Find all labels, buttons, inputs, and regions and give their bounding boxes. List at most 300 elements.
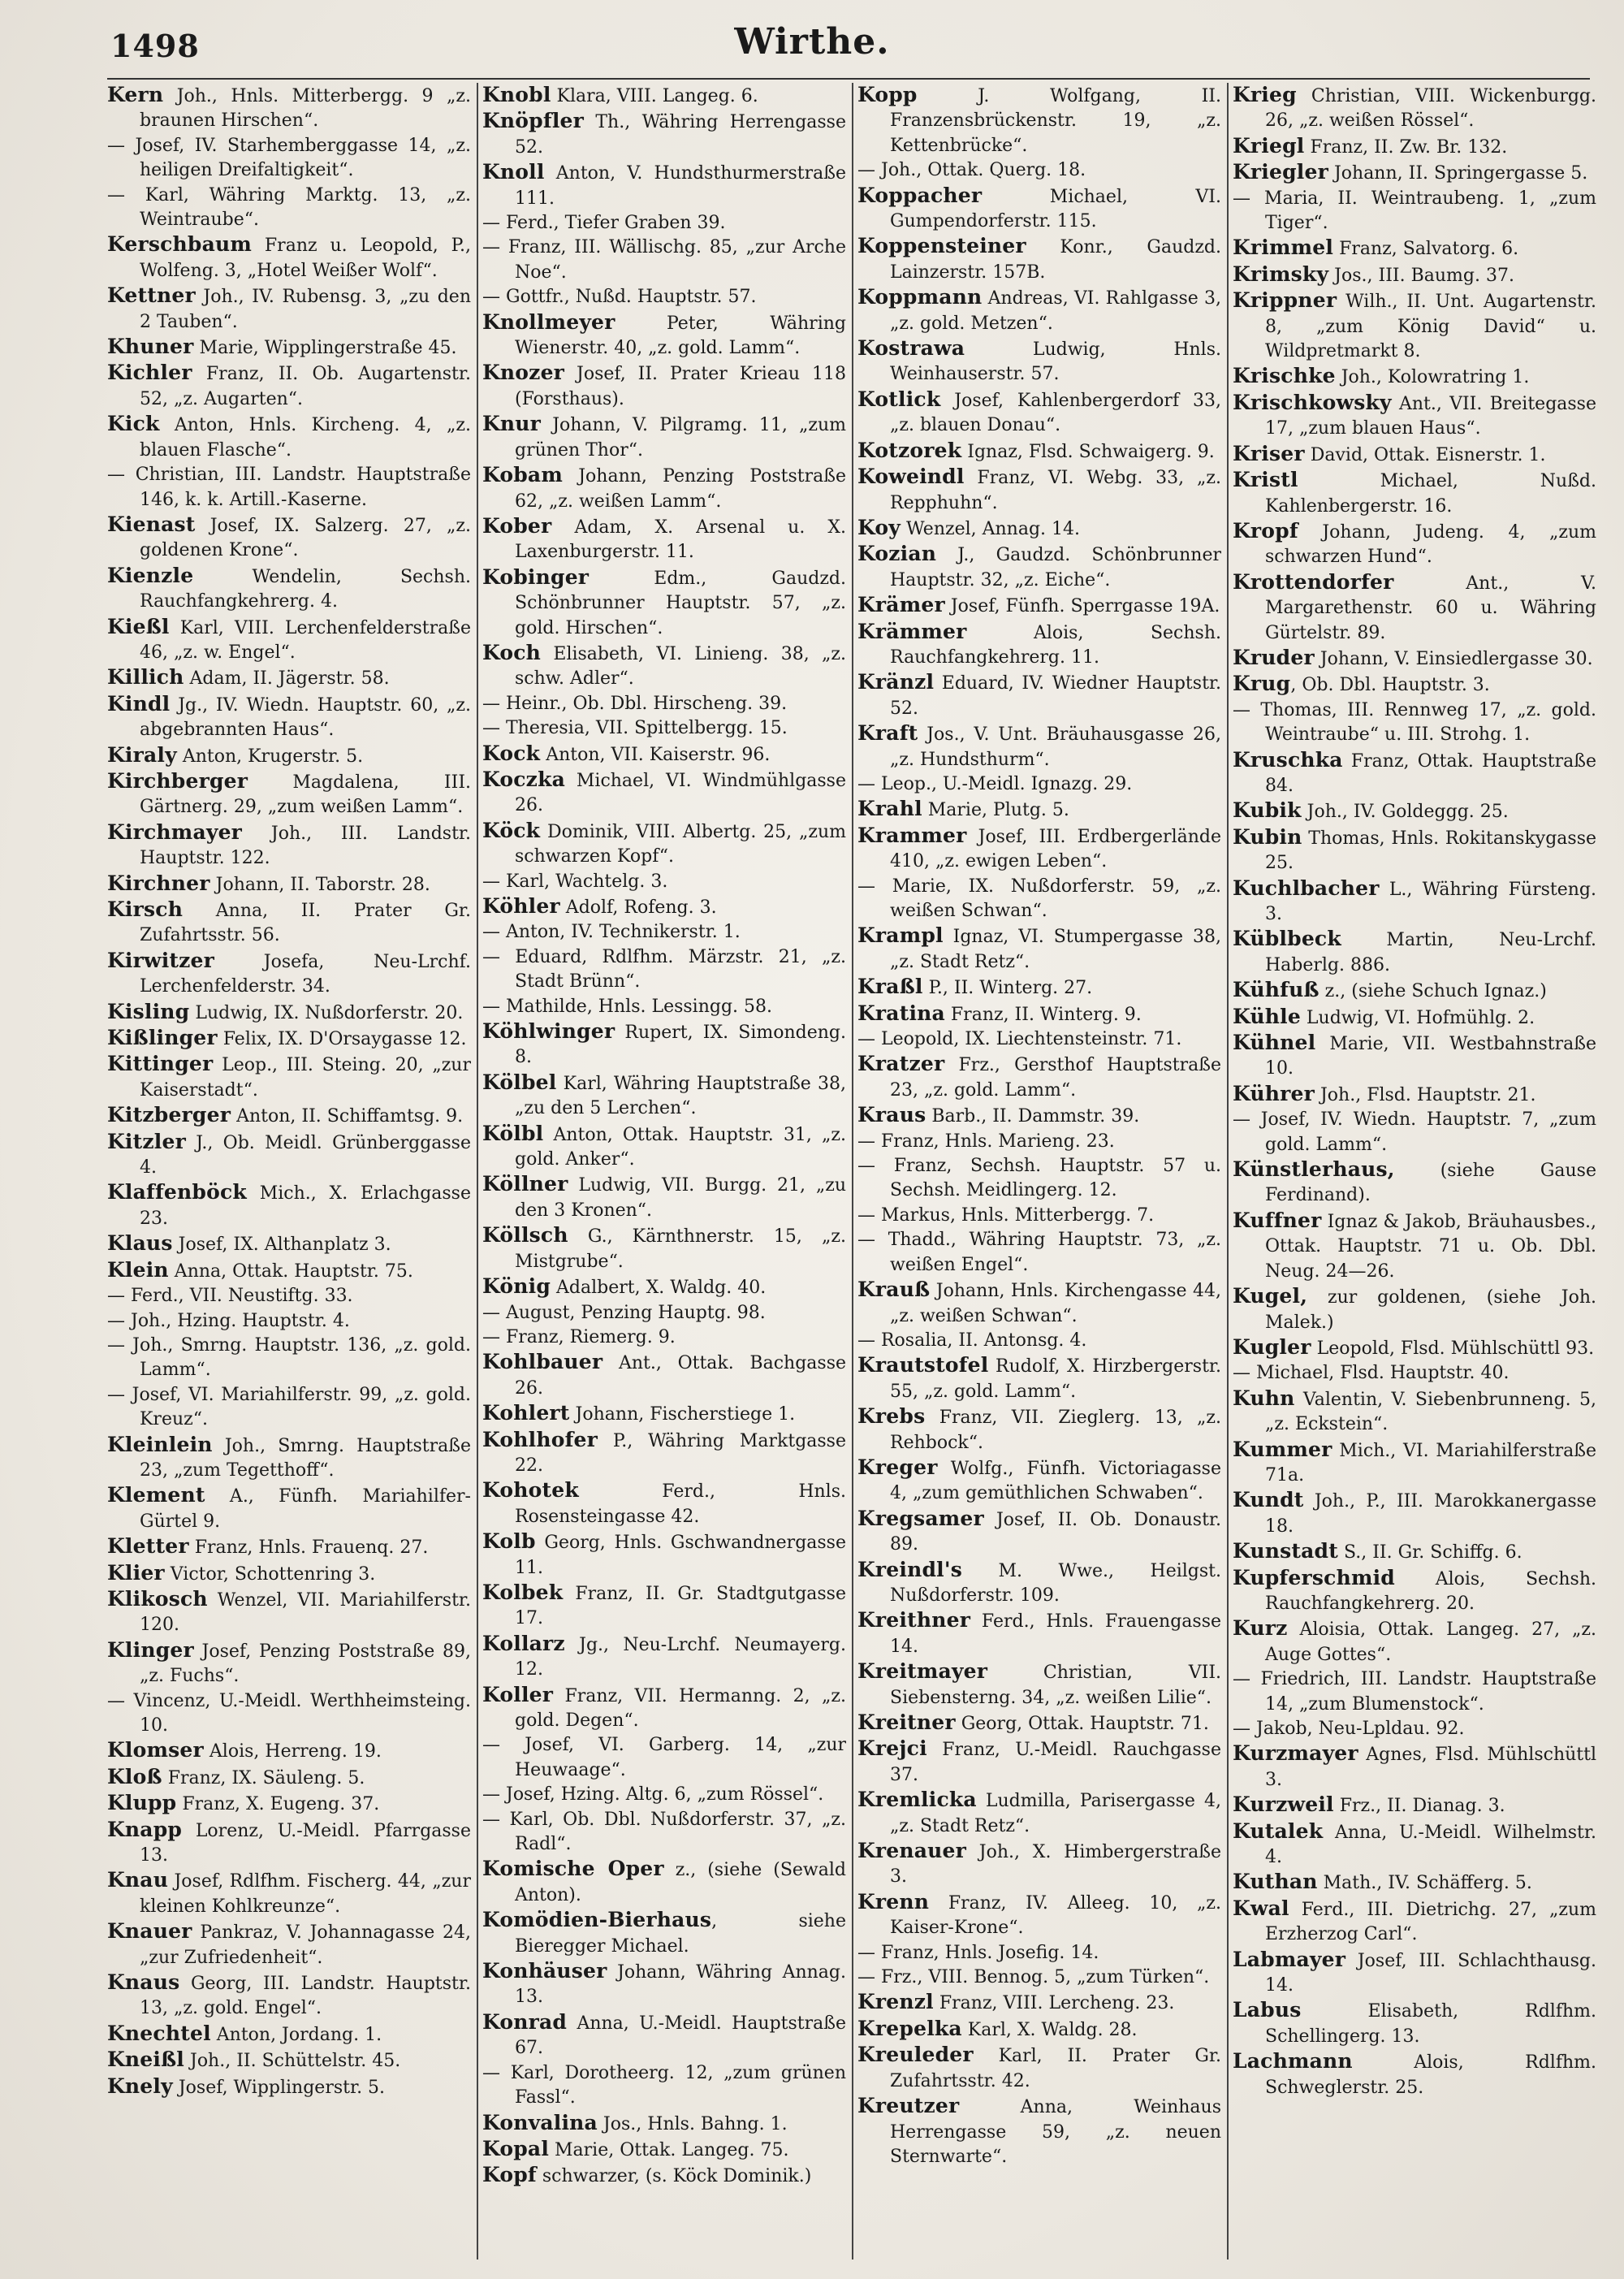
entry-details: zur goldenen, (siehe Joh. Malek.)	[1265, 1287, 1596, 1333]
entry-surname: Kitzberger	[107, 1103, 231, 1127]
entry-details: Franz, VII. Zieglerg. 13, „z. Rehbock“.	[890, 1408, 1221, 1453]
entry-surname: Kugler	[1233, 1334, 1311, 1359]
directory-entry	[1233, 1386, 1596, 1438]
entry-details: Barb., II. Dammstr. 39.	[926, 1106, 1140, 1127]
entry-details: — Thomas, III. Rennweg 17, „z. gold. Weintraube“ u. III. Strohg. 1.	[1233, 699, 1596, 746]
entry-surname: Krämmer	[857, 619, 967, 643]
entry-surname: Kern	[107, 83, 164, 106]
entry-details: Franz u. Leopold, P., Wolfeng. 3, „Hotel Weißer Wolf“.	[140, 236, 471, 281]
directory-entry	[1233, 1488, 1596, 1539]
entry-surname: Konhäuser	[482, 1959, 607, 1983]
entry-details: Karl, II. Prater Gr. Zufahrtsstr. 42.	[890, 2046, 1221, 2091]
entry-details: Ludmilla, Parisergasse 4, „z. Stadt Retz“.	[890, 1791, 1221, 1836]
entry-details: Edm., Gaudzd. Schönbrunner Hauptstr. 57, „z. gold. Hirschen“.	[515, 568, 846, 638]
directory-entry	[1233, 519, 1596, 570]
entry-details: — Franz, Sechsh. Hauptstr. 57 u. Sechsh. Meidlingerg. 12.	[857, 1156, 1221, 1201]
directory-entry	[1233, 876, 1596, 928]
entry-details: Ant., V. Margarethenstr. 60 u. Währing Gürtelstr. 89.	[1265, 573, 1596, 643]
entry-surname: Kuthan	[1233, 1870, 1318, 1894]
entry-details: G., Kärnthnerstr. 15, „z. Mistgrube“.	[515, 1226, 846, 1272]
directory-entry	[1233, 1998, 1596, 2049]
entry-surname: Koch	[482, 640, 542, 664]
directory-entry	[107, 1483, 471, 1534]
entry-surname: Koppmann	[857, 285, 983, 309]
entry-surname: Klement	[107, 1483, 205, 1507]
entry-surname: Kreger	[857, 1455, 938, 1479]
entry-details: — August, Penzing Hauptg. 98.	[482, 1302, 766, 1323]
directory-entry	[482, 1325, 846, 1350]
entry-surname: Konvalina	[482, 2110, 598, 2134]
directory-entry	[857, 465, 1221, 516]
entry-surname: Krauß	[857, 1278, 931, 1302]
entry-details: — Heinr., Ob. Dbl. Hirscheng. 39.	[482, 693, 788, 714]
entry-details: Klara, VIII. Langeg. 6.	[551, 86, 758, 106]
directory-entry	[107, 949, 471, 1000]
directory-columns	[107, 83, 1596, 2268]
entry-surname: Kozian	[857, 542, 937, 566]
directory-entry	[107, 2074, 471, 2100]
entry-details: Lorenz, U.-Meidl. Pfarrgasse 13.	[140, 1820, 471, 1866]
directory-entry	[1233, 978, 1596, 1004]
entry-details: Ludwig, VI. Hofmühlg. 2.	[1300, 1007, 1535, 1028]
entry-details: — Franz, Hnls. Josefig. 14.	[857, 1942, 1099, 1963]
directory-entry	[107, 1052, 471, 1103]
directory-entry	[1233, 927, 1596, 978]
directory-entry	[107, 1433, 471, 1484]
entry-details: — Marie, IX. Nußdorferstr. 59, „z. weißen Schwan“.	[857, 876, 1221, 921]
entry-details: — Rosalia, II. Antonsg. 4.	[857, 1330, 1087, 1351]
column-divider	[852, 83, 853, 2260]
entry-surname: Kirchmayer	[107, 819, 243, 844]
directory-entry	[107, 1026, 471, 1052]
entry-details: Marie, VII. Westbahnstraße 10.	[1265, 1034, 1596, 1079]
directory-entry	[857, 158, 1221, 183]
directory-entry	[857, 1204, 1221, 1228]
entry-details: Christian, VIII. Wickenburgg. 26, „z. weißen Rössel“.	[1265, 86, 1596, 132]
entry-details: Joh., Flsd. Hauptstr. 21.	[1314, 1084, 1536, 1105]
entry-surname: Kobinger	[482, 564, 590, 589]
directory-entry	[482, 2010, 846, 2061]
entry-details: — Karl, Währing Marktg. 13, „z. Weintraube“.	[107, 184, 471, 231]
entry-surname: Kriegler	[1233, 160, 1328, 184]
entry-surname: Kubin	[1233, 824, 1302, 849]
directory-entry	[1233, 1667, 1596, 1717]
entry-details: Andreas, VI. Rahlgasse 3, „z. gold. Metzen“.	[890, 288, 1221, 334]
entry-details: — Ferd., VII. Neustiftg. 33.	[107, 1286, 353, 1307]
entry-surname: Kitzler	[107, 1129, 186, 1153]
entry-details: — Jakob, Neu-Lpldau. 92.	[1233, 1719, 1465, 1739]
directory-entry	[107, 463, 471, 512]
entry-details: Jos., III. Baumg. 37.	[1328, 265, 1514, 286]
entry-details: Anton, II. Schiffamtsg. 9.	[231, 1106, 464, 1127]
entry-details: — Christian, III. Landstr. Hauptstraße 146, k. k. Artill.-Kaserne.	[107, 465, 471, 510]
entry-details: Johann, V. Einsiedlergasse 30.	[1314, 648, 1593, 669]
entry-details: Johann, Penzing Poststraße 62, „z. weißen Lamm“.	[515, 466, 846, 512]
entry-details: — Josef, IV. Starhemberggasse 14, „z. heiligen Dreifaltigkeit“.	[107, 135, 471, 181]
directory-entry	[857, 1130, 1221, 1154]
directory-entry	[857, 1052, 1221, 1103]
directory-entry	[857, 184, 1221, 235]
entry-surname: Klaus	[107, 1231, 173, 1256]
entry-details: Georg, Hnls. Gschwandnergasse 11.	[515, 1533, 846, 1578]
entry-details: M. Wwe., Heilgst. Nußdorferstr. 109.	[890, 1560, 1221, 1606]
entry-details: P., II. Winterg. 27.	[922, 978, 1093, 999]
entry-surname: Knau	[107, 1868, 169, 1892]
entry-surname: Kohlhofer	[482, 1427, 598, 1451]
entry-details: Joh., Kolowratring 1.	[1335, 367, 1530, 388]
entry-surname: Kupferschmid	[1233, 1565, 1395, 1589]
entry-details: — Karl, Wachtelg. 3.	[482, 871, 668, 892]
directory-entry	[857, 1788, 1221, 1839]
entry-surname: Knöpfler	[482, 109, 584, 133]
directory-entry	[857, 516, 1221, 542]
entry-details: Thomas, Hnls. Rokitanskygasse 25.	[1265, 828, 1596, 874]
entry-details: Franz, II. Zw. Br. 132.	[1304, 136, 1508, 158]
entry-surname: Kühfuß	[1233, 978, 1320, 1002]
directory-entry	[857, 1890, 1221, 1941]
entry-details: Anna, Weinhaus Herrengasse 59, „z. neuen Sternwarte“.	[890, 2097, 1221, 2167]
directory-entry	[1233, 1792, 1596, 1818]
entry-surname: Kutalek	[1233, 1818, 1324, 1843]
page-number: 1498	[110, 28, 200, 64]
entry-details: J., Ob. Meidl. Grünberggasse 4.	[140, 1132, 471, 1178]
entry-details: Eduard, IV. Wiedner Hauptstr. 52.	[890, 673, 1221, 719]
entry-details: Franz, IX. Säuleng. 5.	[162, 1767, 365, 1788]
entry-details: Ferd., Hnls. Rosensteingasse 42.	[515, 1481, 846, 1527]
entry-surname: Kollarz	[482, 1631, 565, 1655]
entry-details: Mich., X. Erlachgasse 23.	[140, 1183, 471, 1229]
entry-surname: Kohotek	[482, 1478, 579, 1503]
directory-entry	[482, 1581, 846, 1632]
directory-entry	[857, 1839, 1221, 1890]
entry-details: Josef, Wipplingerstr. 5.	[172, 2077, 386, 2098]
entry-surname: Knechtel	[107, 2021, 211, 2045]
entry-surname: Kratzer	[857, 1052, 945, 1076]
directory-entry	[482, 1223, 846, 1274]
entry-surname: Labmayer	[1233, 1947, 1346, 1971]
directory-entry	[1233, 570, 1596, 646]
entry-details: Marie, Plutg. 5.	[922, 800, 1069, 821]
entry-details: L., Währing Fürsteng. 3.	[1265, 879, 1596, 924]
entry-details: Ant., VII. Breitegasse 17, „zum blauen Haus“.	[1265, 393, 1596, 439]
entry-surname: Kühnel	[1233, 1031, 1316, 1055]
directory-entry	[857, 1001, 1221, 1027]
entry-surname: Koller	[482, 1682, 554, 1706]
directory-entry	[1233, 442, 1596, 468]
entry-details: Joh., Smrng. Hauptstraße 23, „zum Tegetthoff“.	[140, 1435, 471, 1481]
entry-details: Ludwig, IX. Nußdorferstr. 20.	[189, 1002, 464, 1023]
directory-entry	[107, 820, 471, 871]
entry-details: Josef, III. Erdbergerlände 410, „z. ewigen Leben“.	[890, 826, 1221, 872]
entry-surname: Kichler	[107, 361, 192, 385]
directory-entry	[857, 1608, 1221, 1659]
directory-entry	[107, 1919, 471, 1970]
directory-entry	[482, 514, 846, 565]
directory-entry	[1233, 262, 1596, 288]
directory-entry	[107, 1000, 471, 1026]
directory-entry	[1233, 1082, 1596, 1108]
entry-details: Frz., Gersthof Hauptstraße 23, „z. gold. Lamm“.	[890, 1055, 1221, 1101]
entry-details: — Karl, Dorotheerg. 12, „zum grünen Fassl“.	[482, 2062, 846, 2108]
header-rule	[107, 78, 1590, 80]
entry-details: — Theresia, VII. Spittelbergg. 15.	[482, 718, 788, 739]
directory-entry	[107, 412, 471, 463]
entry-surname: Krautstofel	[857, 1353, 989, 1377]
directory-entry	[857, 1103, 1221, 1129]
directory-entry	[1233, 1335, 1596, 1361]
directory-entry	[1233, 83, 1596, 134]
directory-entry	[1233, 288, 1596, 364]
entry-details: Th., Währing Herrengasse 52.	[515, 112, 846, 158]
directory-entry	[107, 361, 471, 412]
entry-surname: Kraft	[857, 721, 918, 746]
entry-surname: Kruschka	[1233, 747, 1343, 772]
directory-entry	[107, 1534, 471, 1560]
column-4	[1233, 83, 1596, 2268]
entry-details: Joh., III. Landstr. Hauptstr. 122.	[140, 823, 471, 869]
directory-entry	[1233, 391, 1596, 442]
directory-entry	[482, 1122, 846, 1173]
directory-entry	[107, 335, 471, 361]
entry-details: Johann, II. Taborstr. 28.	[209, 874, 430, 895]
entry-details: Franz, VIII. Lercheng. 23.	[933, 1993, 1175, 2014]
entry-details: Franz, II. Ob. Augartenstr. 52, „z. Augarten“.	[140, 364, 471, 409]
entry-surname: Krahl	[857, 797, 922, 821]
entry-details: Alois, Herreng. 19.	[203, 1741, 382, 1762]
entry-details: Ferd., Hnls. Frauengasse 14.	[890, 1611, 1221, 1657]
entry-details: — Gottfr., Nußd. Hauptstr. 57.	[482, 287, 757, 308]
entry-details: Anton, Krugerstr. 5.	[176, 746, 364, 767]
directory-entry	[857, 1278, 1221, 1329]
directory-entry	[1233, 1616, 1596, 1667]
directory-entry	[482, 1632, 846, 1683]
entry-details: Johann, V. Pilgramg. 11, „zum grünen Thor“.	[515, 415, 846, 461]
directory-entry	[857, 1659, 1221, 1710]
entry-details: Franz, VII. Hermanng. 2, „z. gold. Degen“.	[515, 1685, 846, 1731]
directory-entry	[107, 897, 471, 949]
entry-details: Josef, II. Prater Krieau 118 (Forsthaus).	[515, 364, 846, 409]
directory-entry	[107, 1738, 471, 1764]
entry-surname: Kregsamer	[857, 1506, 984, 1530]
entry-details: Michael, VI. Gumpendorferstr. 115.	[890, 186, 1221, 232]
entry-surname: Klupp	[107, 1791, 177, 1815]
entry-details: — Markus, Hnls. Mitterbergg. 7.	[857, 1204, 1155, 1226]
entry-details: — Karl, Ob. Dbl. Nußdorferstr. 37, „z. Radl“.	[482, 1809, 846, 1855]
entry-details: — Leop., U.-Meidl. Ignazg. 29.	[857, 773, 1133, 794]
entry-details: Josef, Penzing Poststraße 89, „z. Fuchs“.	[140, 1641, 471, 1687]
directory-entry	[107, 1383, 471, 1433]
directory-entry	[482, 716, 846, 741]
entry-details: Anton, Ottak. Hauptstr. 31, „z. gold. Anker“.	[515, 1124, 846, 1170]
directory-entry	[107, 232, 471, 283]
entry-details: Ludwig, Hnls. Weinhauserstr. 57.	[890, 339, 1221, 385]
entry-surname: Kreithner	[857, 1608, 971, 1632]
directory-entry	[482, 463, 846, 514]
directory-entry	[482, 1808, 846, 1857]
entry-surname: Krottendorfer	[1233, 569, 1394, 594]
entry-details: Franz, X. Eugeng. 37.	[176, 1794, 380, 1815]
entry-details: — Eduard, Rdlfhm. Märzstr. 21, „z. Stadt Brünn“.	[482, 946, 846, 992]
directory-entry	[1233, 1741, 1596, 1792]
entry-details: Anna, U.-Meidl. Wilhelmstr. 4.	[1265, 1822, 1596, 1868]
entry-details: Franz, Ottak. Hauptstraße 84.	[1265, 750, 1596, 796]
directory-entry	[482, 1857, 846, 1908]
directory-entry	[107, 1818, 471, 1869]
entry-details: — Joh., Hzing. Hauptstr. 4.	[107, 1310, 350, 1331]
entry-surname: Kolb	[482, 1529, 536, 1554]
entry-details: Josef, Rdlfhm. Fischerg. 44, „zur kleinen Kohlkreunze“.	[140, 1871, 471, 1917]
directory-entry	[857, 1507, 1221, 1558]
directory-entry	[482, 995, 846, 1019]
entry-details: Leopold, Flsd. Mühlschüttl 93.	[1311, 1338, 1595, 1359]
entry-details: Franz, IV. Alleeg. 10, „z. Kaiser-Krone“.	[890, 1892, 1221, 1939]
entry-details: — Anton, IV. Technikerstr. 1.	[482, 922, 741, 943]
entry-surname: Kienzle	[107, 563, 194, 587]
entry-surname: Kostrawa	[857, 336, 965, 361]
entry-surname: Kober	[482, 513, 552, 538]
directory-entry	[1233, 364, 1596, 390]
entry-surname: Kindl	[107, 691, 171, 716]
entry-surname: Krieg	[1233, 83, 1297, 106]
entry-surname: Krimmel	[1233, 236, 1334, 260]
entry-details: Ferd., III. Dietrichg. 27, „zum Erzherzog Carl“.	[1265, 1899, 1596, 1945]
entry-details: Jos., Hnls. Bahng. 1.	[597, 2113, 788, 2134]
directory-entry	[107, 1689, 471, 1739]
column-3	[857, 83, 1221, 2268]
directory-entry	[107, 1309, 471, 1334]
directory-entry	[482, 1959, 846, 2010]
directory-entry	[857, 620, 1221, 671]
directory-entry	[482, 2061, 846, 2111]
entry-details: , Ob. Dbl. Hauptstr. 3.	[1290, 675, 1490, 696]
entry-details: Anna, U.-Meidl. Hauptstraße 67.	[515, 2013, 846, 2059]
entry-surname: Khuner	[107, 335, 194, 359]
directory-entry	[107, 769, 471, 820]
entry-surname: Kurz	[1233, 1616, 1288, 1641]
entry-surname: Kuffner	[1233, 1208, 1322, 1232]
directory-entry	[482, 692, 846, 716]
directory-entry	[482, 1350, 846, 1401]
entry-surname: Kirchberger	[107, 768, 248, 793]
directory-entry	[857, 772, 1221, 797]
directory-entry	[482, 565, 846, 641]
entry-surname: Köllner	[482, 1172, 568, 1196]
entry-details: Christian, VII. Siebensterng. 34, „z. weißen Lilie“.	[890, 1663, 1221, 1708]
directory-entry	[1233, 1108, 1596, 1157]
directory-entry	[1233, 1438, 1596, 1489]
entry-surname: Krenauer	[857, 1839, 967, 1863]
directory-entry	[857, 1353, 1221, 1404]
entry-details: Rudolf, X. Hirzbergerstr. 55, „z. gold. Lamm“.	[890, 1356, 1221, 1402]
entry-surname: Koczka	[482, 767, 565, 791]
entry-surname: Knapp	[107, 1817, 183, 1841]
entry-surname: Krammer	[857, 823, 967, 847]
directory-entry	[857, 1455, 1221, 1507]
entry-details: Victor, Schottenring 3.	[164, 1563, 376, 1585]
directory-entry	[1233, 646, 1596, 672]
entry-details: Magdalena, III. Gärtnerg. 29, „zum weißen Lamm“.	[140, 772, 471, 818]
entry-details: Josef, Kahlenbergerdorf 33, „z. blauen Donau“.	[890, 390, 1221, 436]
directory-entry	[857, 1965, 1221, 1990]
entry-surname: Krippner	[1233, 288, 1337, 313]
directory-entry	[107, 283, 471, 335]
entry-details: Rupert, IX. Simondeng. 8.	[515, 1023, 846, 1068]
directory-entry	[107, 2048, 471, 2074]
directory-entry	[857, 439, 1221, 465]
entry-surname: Kohlert	[482, 1401, 570, 1425]
entry-details: J. Wolfgang, II. Franzensbrückenstr. 19, „z. Kettenbrücke“.	[890, 86, 1221, 156]
entry-details: Alois, Sechsh. Rauchfangkehrerg. 20.	[1265, 1568, 1596, 1614]
directory-entry	[482, 2163, 846, 2189]
entry-details: Jos., V. Unt. Bräuhausgasse 26, „z. Hundsthurm“.	[890, 724, 1221, 770]
directory-entry	[482, 1908, 846, 1959]
directory-entry	[107, 1180, 471, 1231]
entry-details: — Franz, Riemerg. 9.	[482, 1326, 676, 1347]
entry-details: Johann, Fischerstiege 1.	[569, 1404, 796, 1425]
entry-surname: Knur	[482, 412, 542, 436]
entry-details: Joh., IV. Goldeggg. 25.	[1301, 802, 1509, 823]
entry-surname: Krischke	[1233, 364, 1336, 388]
entry-surname: Kraus	[857, 1103, 926, 1127]
directory-entry	[482, 742, 846, 768]
entry-details: Marie, Wipplingerstraße 45.	[193, 338, 457, 359]
entry-details: Franz, VI. Webg. 33, „z. Repphuhn“.	[890, 468, 1221, 513]
directory-entry	[857, 387, 1221, 439]
directory-entry	[1233, 1361, 1596, 1386]
entry-details: Anna, Ottak. Hauptstr. 75.	[168, 1261, 413, 1282]
entry-surname: Kettner	[107, 283, 196, 308]
entry-details: Mich., VI. Mariahilferstraße 71a.	[1265, 1440, 1596, 1485]
entry-details: Valentin, V. Siebenbrunneng. 5, „z. Eckstein“.	[1265, 1389, 1596, 1435]
entry-surname: Klomser	[107, 1738, 204, 1762]
entry-surname: Kiraly	[107, 742, 177, 767]
entry-details: P., Währing Marktgasse 22.	[515, 1430, 846, 1476]
entry-details: Math., IV. Schäfferg. 5.	[1317, 1873, 1532, 1894]
entry-surname: Kirwitzer	[107, 948, 215, 972]
directory-entry	[107, 1791, 471, 1817]
entry-surname: Koweindl	[857, 465, 965, 489]
directory-entry	[107, 1587, 471, 1638]
entry-surname: Köhler	[482, 894, 560, 918]
entry-surname: Kummer	[1233, 1437, 1332, 1461]
entry-details: Josef, IX. Salzerg. 27, „z. goldenen Krone“.	[140, 515, 471, 561]
directory-entry	[1233, 1539, 1596, 1565]
entry-details: Joh., X. Himbergerstraße 3.	[890, 1842, 1221, 1888]
entry-surname: Kriegl	[1233, 133, 1305, 158]
entry-surname: Kneißl	[107, 2048, 184, 2072]
entry-surname: Küblbeck	[1233, 927, 1341, 951]
directory-entry	[482, 945, 846, 995]
directory-entry	[482, 109, 846, 160]
entry-details: Frz., II. Dianag. 3.	[1333, 1796, 1505, 1817]
entry-surname: Klier	[107, 1560, 165, 1585]
entry-details: Franz, II. Winterg. 9.	[944, 1004, 1142, 1025]
entry-details: Elisabeth, VI. Linieng. 38, „z. schw. Adler“.	[515, 643, 846, 690]
directory-entry	[107, 2022, 471, 2048]
directory-entry	[857, 1154, 1221, 1204]
directory-entry	[107, 1638, 471, 1689]
entry-details: — Josef, VI. Garberg. 14, „zur Heuwaage“.	[482, 1735, 846, 1780]
entry-surname: Kock	[482, 741, 541, 765]
directory-entry	[107, 1868, 471, 1919]
entry-details: Marie, Ottak. Langeg. 75.	[549, 2139, 789, 2160]
directory-entry	[857, 1736, 1221, 1788]
entry-details: Ludwig, VII. Burgg. 21, „zu den 3 Kronen“.	[515, 1175, 846, 1221]
directory-entry	[482, 870, 846, 894]
directory-entry	[107, 871, 471, 897]
directory-entry	[1233, 187, 1596, 236]
entry-details: Adolf, Rofeng. 3.	[559, 897, 717, 918]
